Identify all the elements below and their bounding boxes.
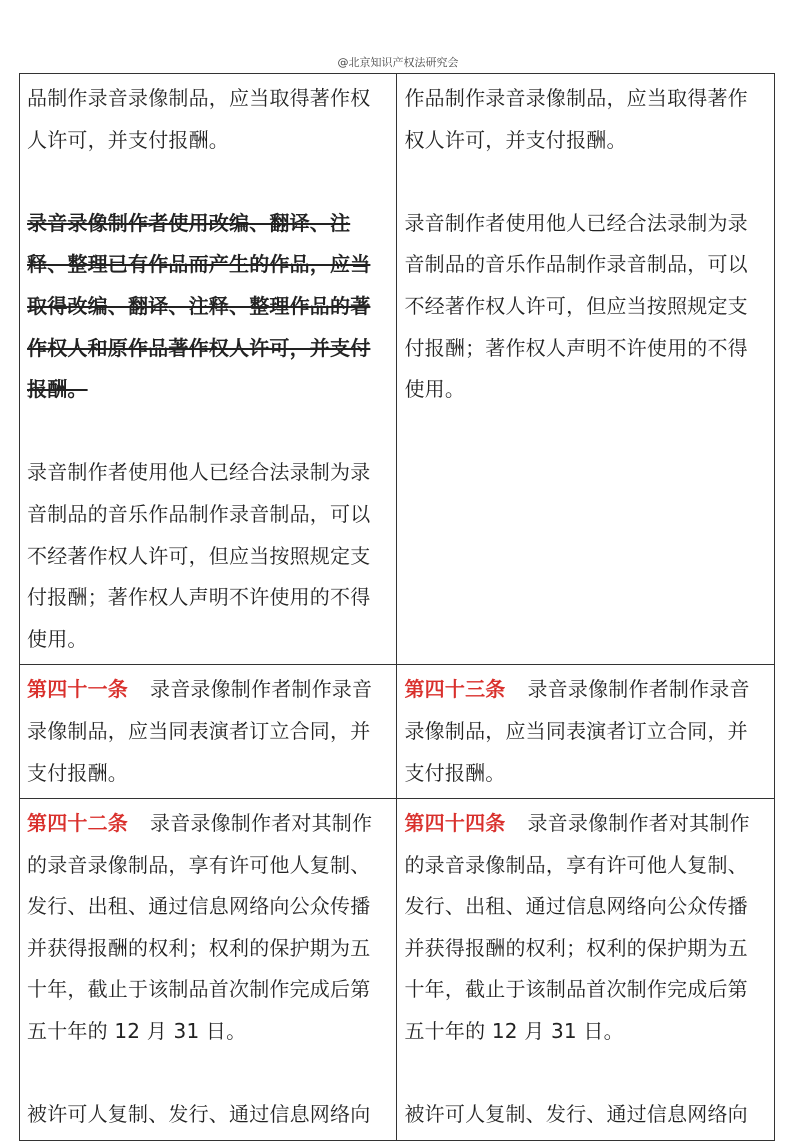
article-paragraph: [404, 803, 766, 1053]
new-version-cell: [397, 665, 775, 799]
table-row: [20, 799, 775, 1141]
paragraph: 被许可人复制、发行、通过信息网络向: [27, 1102, 371, 1127]
new-version-cell: [397, 74, 775, 665]
paragraph: 作品制作录音录像制品，应当取得著作权人许可，并支付报酬。: [404, 86, 748, 152]
article-paragraph: [404, 669, 766, 794]
blank-line: [27, 161, 388, 203]
table-row: [20, 665, 775, 799]
old-version-cell: [20, 799, 397, 1141]
paragraph: 录音制作者使用他人已经合法录制为录音制品的音乐作品制作录音制品，可以不经著作权人许可，但应当按照规定支付报酬；著作权人声明不许使用的不得使用。: [27, 460, 371, 651]
article-paragraph: [27, 669, 388, 794]
comparison-table: [19, 73, 775, 1141]
paragraph: 录音制作者使用他人已经合法录制为录音制品的音乐作品制作录音制品，可以不经著作权人许可，但应当按照规定支付报酬；著作权人声明不许使用的不得使用。: [404, 210, 748, 402]
old-version-cell: [20, 74, 397, 665]
article-number: 第四十二条: [27, 811, 128, 836]
paragraph: 被许可人复制、发行、通过信息网络向: [404, 1102, 748, 1127]
article-paragraph: [27, 803, 388, 1053]
article-number: 第四十三条: [404, 677, 506, 702]
watermark: @北京知识产权法研究会: [337, 56, 459, 69]
article-number: 第四十一条: [27, 677, 128, 702]
blank-line: [27, 1053, 388, 1095]
paragraph: 品制作录音录像制品，应当取得著作权人许可，并支付报酬。: [27, 86, 371, 152]
blank-line: [27, 411, 388, 453]
article-text: 录音录像制作者制作录音录像制品，应当同表演者订立合同，并支付报酬。: [27, 677, 373, 785]
deleted-paragraph: 录音录像制作者使用改编、翻译、注释、整理已有作品而产生的作品，应当取得改编、翻译、注释、整理作品的著作权人和原作品著作权人许可，并支付报酬。: [27, 210, 371, 402]
article-text: 录音录像制作者对其制作的录音录像制品，享有许可他人复制、发行、出租、通过信息网络向公众传播并获得报酬的权利；权利的保护期为五十年，截止于该制品首次制作完成后第五十年的 12 月 31 日。: [27, 811, 373, 1044]
blank-line: [404, 1053, 766, 1095]
blank-line: [404, 161, 766, 203]
article-text: 录音录像制作者对其制作的录音录像制品，享有许可他人复制、发行、出租、通过信息网络向公众传播并获得报酬的权利；权利的保护期为五十年，截止于该制品首次制作完成后第五十年的 12 月 31 日。: [404, 811, 750, 1044]
table-row: [20, 74, 775, 665]
article-text: 录音录像制作者制作录音录像制品，应当同表演者订立合同，并支付报酬。: [404, 677, 750, 785]
old-version-cell: [20, 665, 397, 799]
article-number: 第四十四条: [404, 811, 506, 836]
new-version-cell: [397, 799, 775, 1141]
